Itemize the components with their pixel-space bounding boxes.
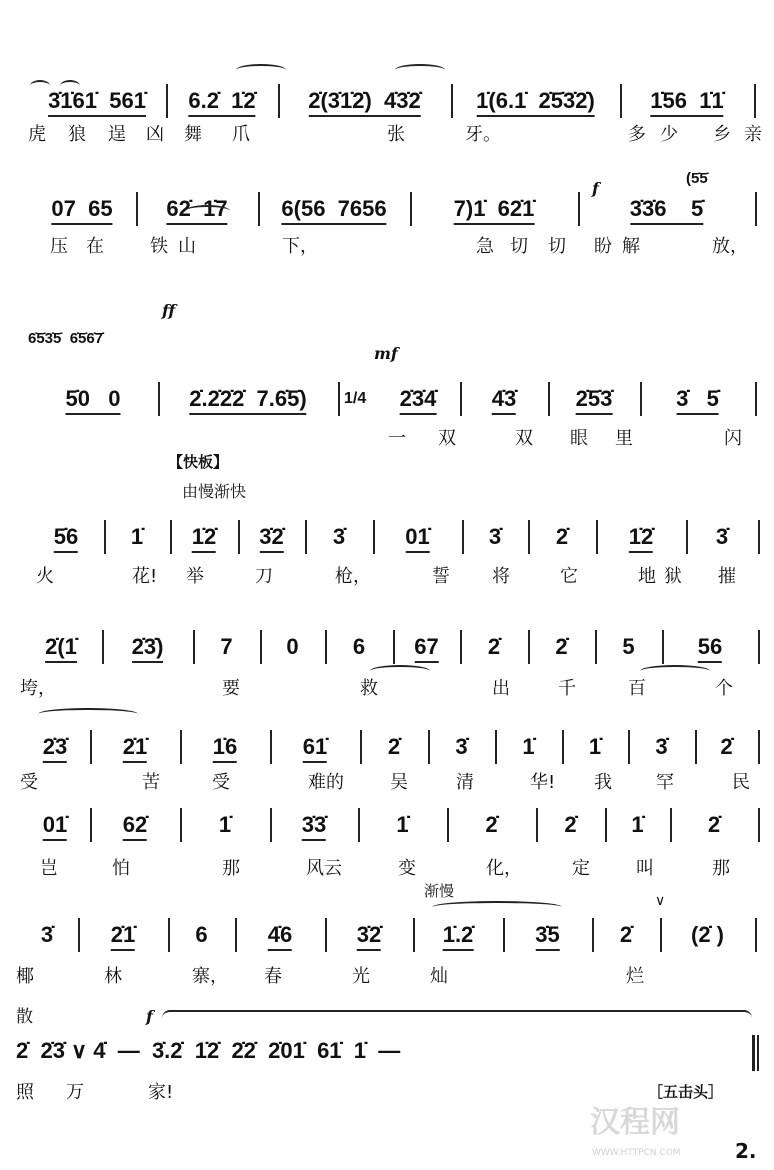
lyric-syllable: 解 [622,236,640,257]
barline [78,918,80,952]
measure: 3̇5 [535,922,559,951]
barline [628,730,630,764]
measure: 1̇ [588,734,602,759]
barline [755,918,757,952]
lyric-syllable: 照 [16,1082,34,1103]
barline [503,918,505,952]
barline [270,808,272,842]
slur [162,1010,752,1018]
barline [755,382,757,416]
measure: 2̇ [555,634,568,659]
measure: 1̇ [396,812,409,837]
lyric-syllable: 那 [712,858,730,879]
measure: 6 [195,922,208,947]
barline [578,192,580,226]
barline [235,918,237,952]
barline [180,730,182,764]
measure: 7 [220,634,233,659]
measure: 2̇1̇ [111,922,135,951]
time-signature: 1/4 [344,390,367,407]
barline [136,192,138,226]
measure: 2̇3̇) [132,634,164,663]
barline [528,520,530,554]
barline [562,730,564,764]
lyric-syllable: 舞 [184,124,202,145]
barline [193,630,195,664]
barline [358,808,360,842]
measure: 1̇.2̇ [443,922,474,951]
lyric-syllable: 一 [388,428,406,449]
barline [670,808,672,842]
barline [180,808,182,842]
barline [393,630,395,664]
lyric-syllable: 下， [282,236,318,257]
final-barline-thin [757,1035,759,1071]
measure: 3̇ [455,734,468,759]
dynamic-forte: f [592,179,599,198]
tempo-note: 由慢渐快 [182,482,247,501]
lyric-syllable: 千 [558,678,576,699]
lyric-syllable: 誓 [432,566,450,587]
slur [370,665,430,677]
lyric-syllable: 风云 [306,858,342,879]
barline [104,520,106,554]
barline [548,382,550,416]
measure: 1̇6 [213,734,237,763]
lyric-syllable: 垮， [20,678,56,699]
lyric-syllable: 化， [486,858,522,879]
measure: 1̇2̇ [629,524,653,553]
barline [278,84,280,118]
lyric-syllable: 张 [387,124,405,145]
lyric-syllable: 铁 [150,236,168,257]
lyric-syllable: 怕 [112,858,130,879]
breath-mark: ∨ [655,893,666,909]
barline [258,192,260,226]
measure: 1̇ [218,812,232,837]
barline [168,918,170,952]
barline [662,630,664,664]
barline [754,84,756,118]
measure: 2̇ [485,812,498,837]
lyric-syllable: 救 [360,678,378,699]
lyric-syllable: 双 [438,428,456,449]
lyric-syllable: 罕 [656,772,674,793]
barline [758,520,760,554]
slur [60,80,80,92]
barline [413,918,415,952]
measure: 3̇3̇ [302,812,326,841]
barline [447,808,449,842]
barline [460,630,462,664]
barline [410,192,412,226]
measure: 2̇ [720,734,733,759]
measure: 2̇(1̇ [45,634,77,663]
barline [460,382,462,416]
lyric-syllable: 家! [148,1082,174,1103]
intro-phrase: 6̇5̇3̇5̇ 6̇5̇6̇7̇ [28,330,104,347]
measure: 2̇ [564,812,577,837]
measure: 2̇.2̇2̇2̇ 7.6̇5̇) [189,386,306,415]
lyric-syllable: 闪 [724,428,742,449]
barline [238,520,240,554]
dynamic-fortissimo: ff [162,301,176,320]
lyric-syllable: 烂 [626,966,644,987]
measure: 67 [414,634,438,663]
measure: 6(56 7656 [281,196,386,225]
lyric-syllable: 盼 [594,236,612,257]
measure: 01̇ [405,524,429,553]
barline [373,520,375,554]
lyric-syllable: 切 [510,236,528,257]
slur [236,64,286,76]
lyric-syllable: 出 [492,678,510,699]
lyric-syllable: 爪 [232,124,250,145]
barline [758,808,760,842]
measure: 3̇ [332,524,346,549]
lyric-syllable: 急 [476,236,494,257]
measure: 0 [286,634,299,659]
barline [360,730,362,764]
lyric-syllable: 将 [492,566,510,587]
barline [596,520,598,554]
final-barline [752,1035,755,1071]
measure: 62̇ [123,812,147,841]
barline [695,730,697,764]
measure: 2̇ [619,922,633,947]
barline [620,84,622,118]
measure: 62̇ 1̇7 [166,196,227,225]
barline [338,382,340,416]
measure: 4̇3̇ [492,386,516,415]
barline [605,808,607,842]
slur [395,64,445,76]
lyric-syllable: 刀 [255,566,273,587]
barline [158,382,160,416]
slur [30,80,50,92]
measure: 1̇ [130,524,144,549]
watermark-url: WWW.HTTPCN.COM [592,1148,681,1158]
lyric-syllable: 受 [20,772,38,793]
lyric-syllable: 林 [104,966,122,987]
lyric-syllable: 多 [628,124,646,145]
measure: 2̇ [707,812,721,837]
lyric-syllable: 摧 [718,566,736,587]
lyric-syllable: 凶 [146,124,164,145]
lyric-syllable: 个 [715,678,733,699]
lyric-syllable: 切 [548,236,566,257]
watermark-logo: 汉程网 [590,1105,680,1140]
measure: (2̇ ) [691,922,724,947]
lyric-syllable: 眼 [570,428,588,449]
measure: 01̇ [43,812,67,841]
measure: 56 [698,634,722,663]
measure: 1̇ [631,812,644,837]
barline [166,84,168,118]
measure: 3̇1̇61̇ 561̇ [48,88,146,117]
measure: 6 [352,634,366,659]
measure: 61̇ [303,734,327,763]
measure: 1̇ [522,734,535,759]
barline [536,808,538,842]
lyric-syllable: 那 [222,858,240,879]
measure: 2̇3̇ [43,734,67,763]
lyric-syllable: 花! [132,566,158,587]
barline [260,630,262,664]
measure: 5̇0 0 [65,386,120,415]
measure: 2̇3̇4̇ [400,386,437,415]
free-tempo-label: 散 [16,1007,33,1027]
barline [595,630,597,664]
measure: 7)1̇ 62̇1̇ [454,196,535,225]
lyric-syllable: 要 [222,678,240,699]
lyric-syllable: 华! [530,772,556,793]
lyric-syllable: 山 [178,236,196,257]
lyric-syllable: 牙。 [465,124,501,145]
barline [90,808,92,842]
measure: 2̇1̇ [123,734,147,763]
lyric-syllable: 万 [66,1082,84,1103]
barline [325,630,327,664]
lyric-syllable: 灿 [430,966,448,987]
lyric-syllable: 民 [732,772,750,793]
slur [432,901,562,913]
bracket-phrase: (5̇5̇ [686,170,708,187]
lyric-syllable: 乡 [713,124,731,145]
barline [640,382,642,416]
barline [758,730,760,764]
measure: 2̇ [487,634,501,659]
measure: 07 65 [51,196,112,225]
measure: 3̇3̇6 5̇ [630,196,703,225]
lyric-syllable: 受 [212,772,230,793]
measure: 1̇2̇ [192,524,216,553]
barline [451,84,453,118]
lyric-syllable: 里 [615,428,633,449]
lyric-syllable: 叫 [636,858,654,879]
barline [170,520,172,554]
lyric-syllable: 变 [398,858,416,879]
percussion-label: ［五击头］ [648,1083,724,1101]
barline [102,630,104,664]
lyric-syllable: 逞 [108,124,126,145]
measure: 1̇56 1̇1̇ [650,88,723,117]
lyric-syllable: 定 [572,858,590,879]
barline [90,730,92,764]
barline [428,730,430,764]
lyric-syllable: 狱 [664,566,682,587]
measure: 3̇ [715,524,729,549]
lyric-syllable: 压 [50,236,68,257]
lyric-syllable: 虎 [28,124,46,145]
tempo-label: 【快板】 [168,453,229,471]
barline [305,520,307,554]
barline [758,630,760,664]
measure: 3̇2̇ [259,524,283,553]
barline [686,520,688,554]
lyric-syllable: 难的 [308,772,344,793]
barline [270,730,272,764]
lyric-syllable: 亲 [744,124,762,145]
lyric-syllable: 寨， [192,966,228,987]
lyric-syllable: 百 [628,678,646,699]
lyric-syllable: 我 [594,772,612,793]
measure: 3̇ 5̇ [676,386,719,415]
barline [592,918,594,952]
barline [462,520,464,554]
barline [755,192,757,226]
measure: 3̇ [488,524,502,549]
measure: 2̇ [387,734,401,759]
lyric-syllable: 地 [638,566,656,587]
measure: 3̇ [655,734,668,759]
lyric-syllable: 少 [660,124,678,145]
lyric-syllable: 苦 [142,772,160,793]
lyric-syllable: 清 [456,772,474,793]
slur [38,708,138,720]
measure: 2̇5̇3̇ [576,386,613,415]
lyric-syllable: 枪， [335,566,371,587]
measure: 4̇6 [268,922,292,951]
lyric-syllable: 狼 [68,124,86,145]
measure: 2̇(3̇1̇2̇) 4̇3̇2̇ [308,88,421,117]
ritardando-label: 渐慢 [424,882,455,900]
lyric-syllable: 光 [352,966,370,987]
measure: 2̇ 2̇3̇ ∨ 4̇ — 3̇.2̇ 1̇2̇ 2̇2̇ 2̇01̇ 61̇ 1̇ — [16,1038,401,1063]
lyric-syllable: 在 [86,236,104,257]
barline [325,918,327,952]
lyric-syllable: 春 [264,966,282,987]
measure: 3̇2̇ [357,922,381,951]
lyric-syllable: 双 [515,428,533,449]
lyric-syllable: 吴 [390,772,408,793]
lyric-syllable: 放， [712,236,748,257]
measure: 5 [622,634,635,659]
measure: 3̇ [40,922,54,947]
measure: 6.2̇ 1̇2̇ [188,88,255,117]
measure: 2̇ [555,524,569,549]
lyric-syllable: 岂 [40,858,58,879]
lyric-syllable: 火 [36,566,54,587]
slur [185,205,230,217]
barline [528,630,530,664]
page-number: 2. [735,1139,757,1163]
dynamic-mezzo-forte: mf [374,344,398,363]
lyric-syllable: 椰 [16,966,34,987]
slur [640,665,710,677]
barline [660,918,662,952]
measure: 1̇(6.1̇ 2̇5̇3̇2̇) [476,88,595,117]
barline [495,730,497,764]
dynamic-forte-final: f [146,1007,153,1026]
lyric-syllable: 它 [560,566,578,587]
lyric-syllable: 举 [186,566,204,587]
measure: 5̇6 [54,524,78,553]
